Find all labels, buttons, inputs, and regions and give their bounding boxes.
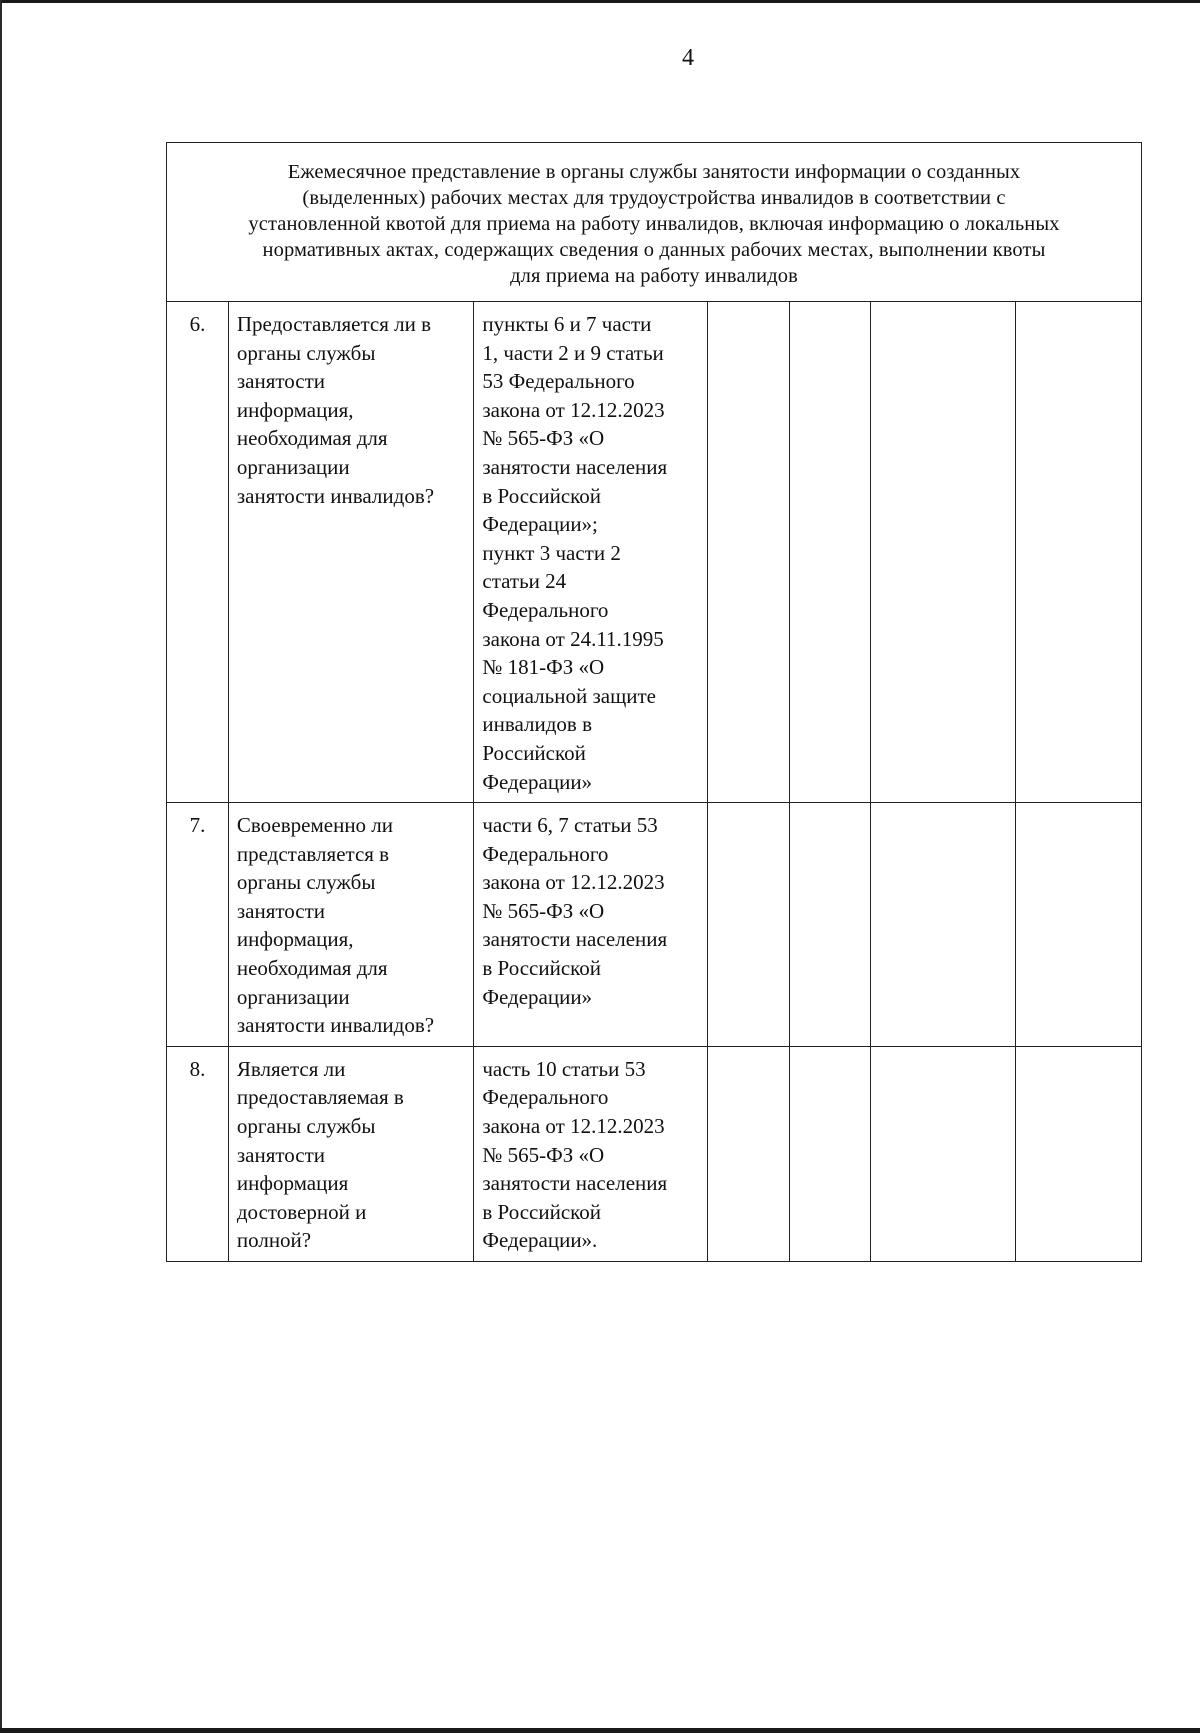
question-text: Является ли предоставляемая в органы службы занятости информация достоверной и полной?	[229, 1047, 475, 1261]
checklist-table	[166, 142, 1142, 1262]
scan-edge-bottom	[0, 1728, 1200, 1733]
legal-reference: части 6, 7 статьи 53 Федерального закона от 12.12.2023 № 565-ФЗ «О занятости населения в Российской Федерации»	[474, 803, 708, 1046]
scan-edge-top	[0, 0, 1200, 3]
section-header: Ежемесячное представление в органы службы занятости информации о созданных (выделенных) рабочих местах для трудоустройства инвалидов в соответствии с установленной квотой для приема на работу инвалидов, включая информацию о локальных нормативных актах, содержащих сведения о данных рабочих местах, выполнении квоты для приема на работу инвалидов	[167, 143, 1141, 302]
table-row	[167, 302, 1141, 803]
answer-cell-yes	[708, 803, 790, 1046]
table-row	[167, 803, 1141, 1047]
answer-cell-no	[790, 1047, 871, 1261]
answer-cell-not-applicable	[871, 803, 1017, 1046]
notes-cell	[1016, 1047, 1141, 1261]
question-text: Предоставляется ли в органы службы занятости информация, необходимая для организации занятости инвалидов?	[229, 302, 475, 802]
answer-cell-no	[790, 803, 871, 1046]
legal-reference: часть 10 статьи 53 Федерального закона от 12.12.2023 № 565-ФЗ «О занятости населения в Российской Федерации».	[474, 1047, 708, 1261]
answer-cell-not-applicable	[871, 1047, 1017, 1261]
answer-cell-no	[790, 302, 871, 802]
notes-cell	[1016, 302, 1141, 802]
notes-cell	[1016, 803, 1141, 1046]
question-text: Своевременно ли представляется в органы службы занятости информация, необходимая для организации занятости инвалидов?	[229, 803, 475, 1046]
row-number: 6.	[167, 302, 229, 802]
row-number: 8.	[167, 1047, 229, 1261]
answer-cell-yes	[708, 302, 790, 802]
legal-reference: пункты 6 и 7 части 1, части 2 и 9 статьи 53 Федерального закона от 12.12.2023 № 565-ФЗ «О занятости населения в Российской Федерации»; пункт 3 части 2 статьи 24 Федерального закона от 24.11.1995 № 181-ФЗ «О социальной защите инвалидов в Российской Федерации»	[474, 302, 708, 802]
answer-cell-not-applicable	[871, 302, 1017, 802]
table-row	[167, 1047, 1141, 1261]
page-number: 4	[682, 45, 694, 71]
answer-cell-yes	[708, 1047, 790, 1261]
scan-edge-left	[0, 0, 2, 1733]
row-number: 7.	[167, 803, 229, 1046]
